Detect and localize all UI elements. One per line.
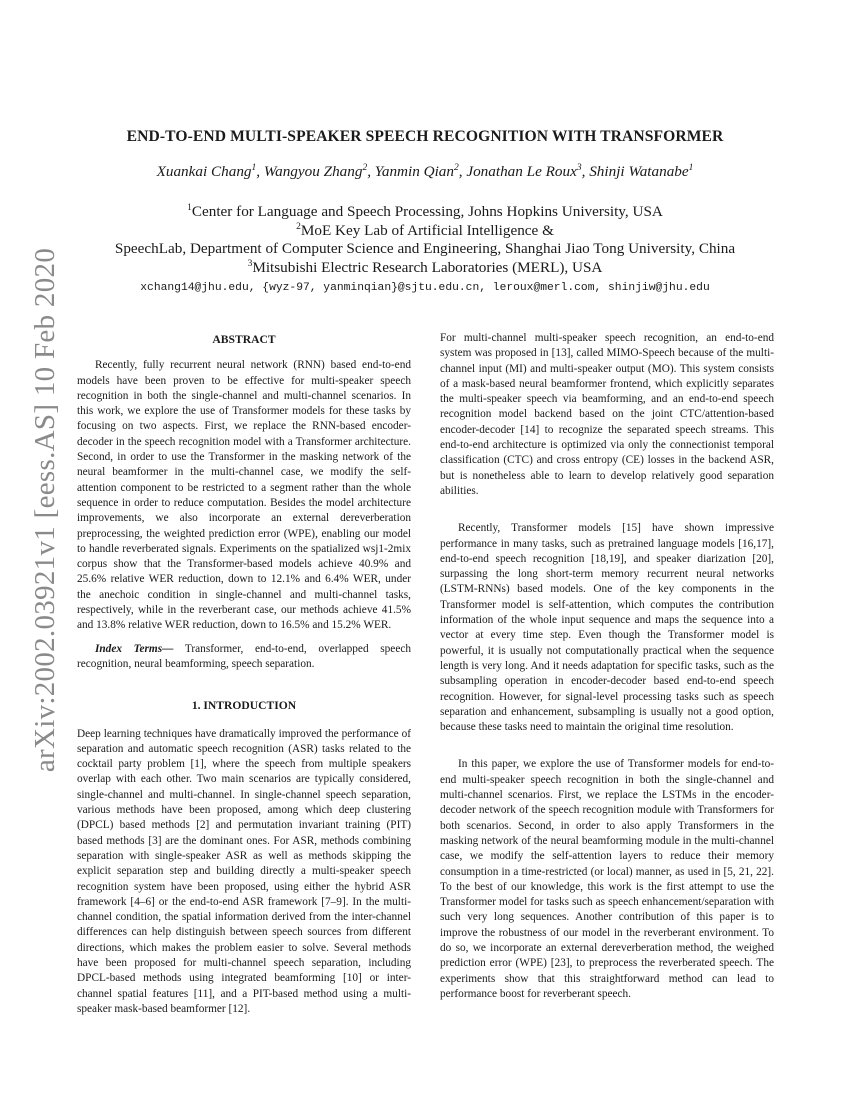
author-affiliation-mark: 1 xyxy=(688,162,694,173)
intro-paragraph: Recently, Transformer models [15] have shown impressive performance in many tasks, such as pretrained language models [16,17], end-to-end speech recognition [18,19], and speaker diarization [20], surpassing the long short-term memory recurrent neural networks (LSTM-RNNs) based models. One of the key components in the Transformer model is self-attention, which computes the contribution information of the whole input sequence and maps the sequence into a vector at every time step. Even though the Transformer model is powerful, it is usually not computationally practical when the sequence length is very long. And it needs adaptation for specific tasks, such as the subsampling operation in encoder-decoder based end-to-end speech recognition. However, for signal-level processing tasks such as speech separation and enhancement, subsampling is usually not a good option, because these tasks need to maintain the original time resolution. xyxy=(440,522,774,734)
author-name: Shinji Watanabe xyxy=(589,163,689,180)
affiliation-mark: 2 xyxy=(296,221,301,232)
author-name: Jonathan Le Roux xyxy=(466,163,577,180)
arxiv-identifier-stamp: arXiv:2002.03921v1 [eess.AS] 10 Feb 2020 xyxy=(29,247,61,773)
author-affiliation-mark: 3 xyxy=(576,162,582,173)
paragraph-gap xyxy=(440,499,774,521)
index-terms xyxy=(77,642,411,673)
affiliation-line xyxy=(60,222,790,240)
paragraph-gap xyxy=(440,735,774,757)
intro-paragraph: Deep learning techniques have dramatically improved the performance of separation and automatic speech recognition (ASR) tasks related to the cocktail party problem [1], where the speech from multiple speakers overlap with each other. Two main scenarios are typically considered, single-channel and multi-channel. In single-channel speech separation, various methods have been proposed, among which deep clustering (DPCL) based methods [2] and permutation invariant training (PIT) based methods [3] are the dominant ones. For ASR, methods combining separation with single-speaker ASR as well as methods skipping the explicit separation step and building directly a multi-speaker speech recognition system have been proposed, using either the hybrid ASR framework [4–6] or the end-to-end ASR framework [7–9]. In the multi-channel condition, the spatial information derived from the inter-channel differences can help distinguish between speech sources from different directions, which makes the problem easier to solve. Several methods have been proposed for multi-channel speech separation, including DPCL-based methods using integrated beamforming [10] or inter-channel spatial features [11], and a PIT-based method using a multi-speaker mask-based beamformer [12]. xyxy=(77,727,411,1015)
affiliation-line xyxy=(60,203,790,221)
paper-title: END-TO-END MULTI-SPEAKER SPEECH RECOGNITION WITH TRANSFORMER xyxy=(126,128,724,145)
affiliation-line xyxy=(60,259,790,277)
affiliation-text: Center for Language and Speech Processing, Johns Hopkins University, USA xyxy=(191,203,663,220)
intro-paragraph: In this paper, we explore the use of Transformer models for end-to-end multi-speaker speech recognition in both the single-channel and multi-channel scenarios. First, we replace the LSTMs in the encoder-decoder network of the speech recognition module with Transformers for both scenarios. Second, in order to also apply Transformers in the masking network of the neural beamforming module in the multi-channel case, we modify the self-attention layers to reduce their memory consumption in a time-restricted (or local) manner, as used in [5, 21, 22]. To the best of our knowledge, this work is the first attempt to use the Transformer model for tasks such as speech enhancement/separation with such very long sequences. Another contribution of this paper is to improve the robustness of our model in the reverberant environment. To do so, we incorporate an external dereverberation method, the weighed prediction error (WPE) [23], to preprocess the reverberated speech. The experiments show that this straightforward method can lead to performance boost for reverberant speech. xyxy=(440,758,774,1000)
affiliation-text: SpeechLab, Department of Computer Science and Engineering, Shanghai Jiao Tong University, China xyxy=(114,240,736,257)
introduction-heading: 1. INTRODUCTION xyxy=(191,699,297,713)
author-name: Xuankai Chang xyxy=(156,163,252,180)
left-column xyxy=(77,332,411,1017)
abstract-heading: ABSTRACT xyxy=(212,333,276,346)
affiliation-mark: 1 xyxy=(187,202,192,213)
abstract-text: Recently, fully recurrent neural network (RNN) based end-to-end models have been proven to be effective for multi-speaker speech recognition in both the single-channel and multi-channel scenarios. In this work, we explore the use of Transformer models for these tasks by focusing on two aspects. First, we replace the RNN-based encoder-decoder in the speech recognition model with a Transformer architecture. Second, in order to use the Transformer in the masking network of the neural beamformer in the multi-channel case, we modify the self-attention component to be restricted to a segment rather than the whole sequence in order to reduce computation. Besides the model architecture improvements, we also incorporate an external dereverberation preprocessing, the weighted prediction error (WPE), enabling our model to handle reverberated signals. Experiments on the spatialized wsj1-2mix corpus show that the Transformer-based models achieve 40.9% and 25.6% relative WER reduction, down to 12.1% and 6.4% WER, under the anechoic condition in single-channel and multi-channel tasks, respectively, while in the reverberant case, our methods achieve 41.5% and 13.8% relative WER reduction, down to 16.5% and 15.2% WER. xyxy=(77,359,411,632)
author-list: Xuankai Chang$^1$, Wangyou Zhang$^2$, Yanmin Qian$^2$, Jonathan Le Roux$^3$, Shinji Watanabe$^1$ xyxy=(156,162,694,180)
affiliation-line xyxy=(60,240,790,258)
author-emails: xchang14@jhu.edu, {wyz-97, yanminqian}@sjtu.edu.cn, leroux@merl.com, shinjiw@jhu.edu xyxy=(140,282,710,294)
author-name: Wangyou Zhang xyxy=(263,163,363,180)
index-terms-text: Transformer, end-to-end, overlapped speech recognition, neural beamforming, speech separation. xyxy=(77,642,411,670)
author-name: Yanmin Qian xyxy=(374,163,454,180)
author-affiliation-mark: 2 xyxy=(362,162,368,173)
affiliation-mark: 3 xyxy=(247,258,253,269)
author-affiliation-mark: 1 xyxy=(251,162,257,173)
index-terms-label: Index Terms— xyxy=(95,642,174,655)
intro-paragraph: For multi-channel multi-speaker speech recognition, an end-to-end system was proposed in [13], called MIMO-Speech because of the multi-channel input (MI) and multi-speaker output (MO). This system consists of a mask-based neural beamformer frontend, which explicitly separates the multi-speaker speech via beamforming, and an end-to-end speech recognition model backend based on the joint CTC/attention-based encoder-decoder [14] to recognize the separated speech streams. This end-to-end architecture is optimized via only the connectionist temporal classification (CTC) and cross entropy (CE) losses in the backend ASR, but is nonetheless able to learn to develop relatively good separation abilities. xyxy=(440,332,774,497)
right-column xyxy=(440,331,774,1002)
affiliation-text: Mitsubishi Electric Research Laboratories (MERL), USA xyxy=(252,259,603,276)
author-affiliation-mark: 2 xyxy=(454,162,459,173)
affiliation-text: MoE Key Lab of Artificial Intelligence & xyxy=(300,222,554,239)
